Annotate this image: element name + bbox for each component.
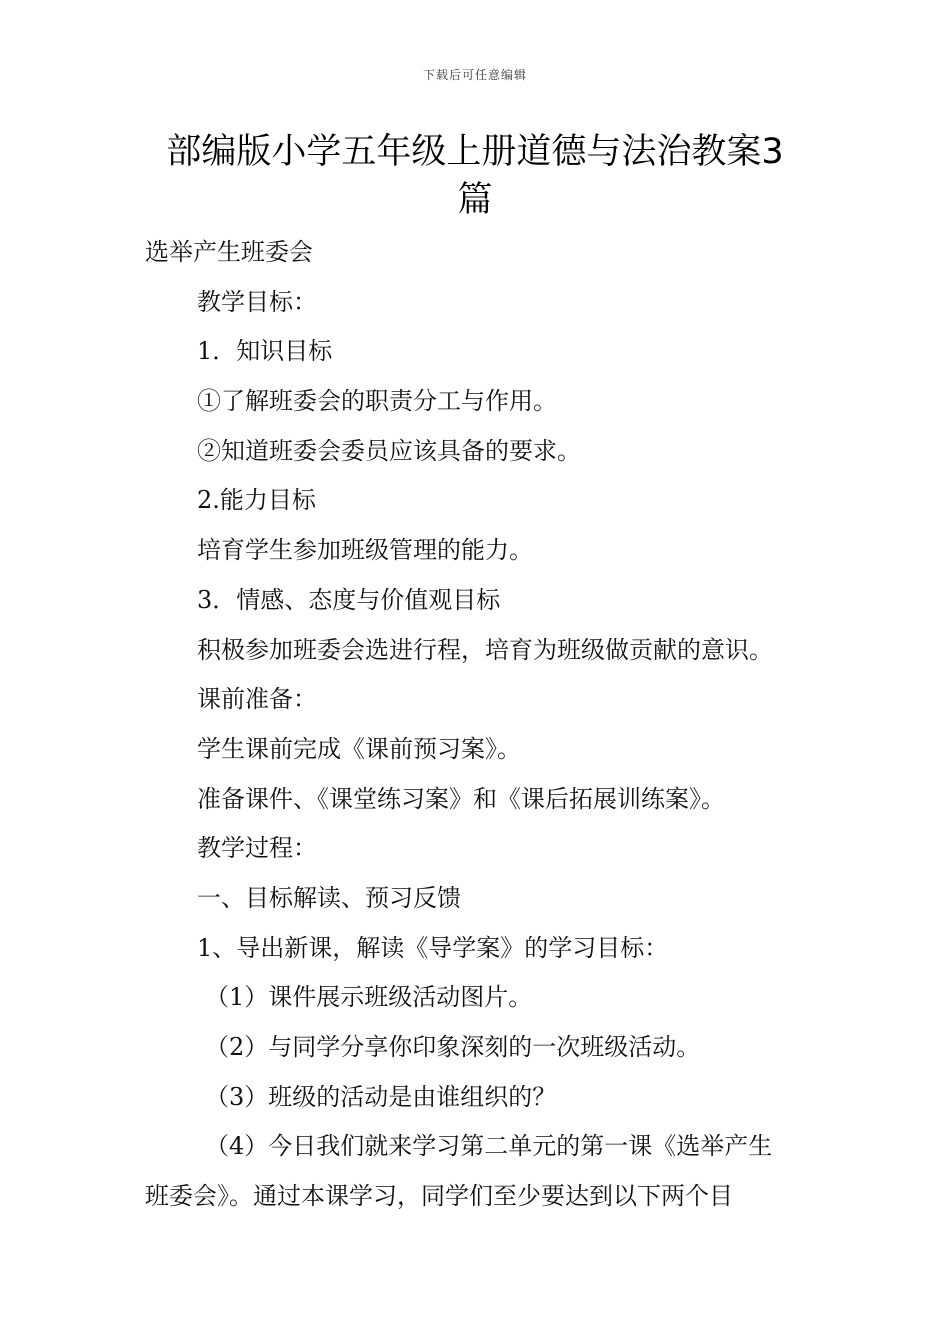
paragraph-line: 课前准备： <box>197 685 317 714</box>
paragraph-line: ①了解班委会的职责分工与作用。 <box>197 387 557 416</box>
document-body <box>145 228 815 1222</box>
document-title: 部编版小学五年级上册道德与法治教案3篇 <box>166 132 784 220</box>
paragraph-line: （3）班级的活动是由谁组织的？ <box>205 1082 557 1111</box>
paragraph-line: 教学过程： <box>197 834 317 863</box>
paragraph-line: 学生课前完成《课前预习案》。 <box>197 734 521 763</box>
paragraph-line: 1．知识目标 <box>197 337 333 366</box>
paragraph-line: 培育学生参加班级管理的能力。 <box>197 536 533 565</box>
paragraph-line: （1）课件展示班级活动图片。 <box>205 983 533 1012</box>
section-title: 选举产生班委会 <box>145 238 313 266</box>
paragraph-line: 2.能力目标 <box>197 486 316 515</box>
header-note: 下载后可任意编辑 <box>422 68 527 82</box>
paragraph-line: （2）与同学分享你印象深刻的一次班级活动。 <box>205 1033 701 1061</box>
paragraph-line: 班委会》。通过本课学习，同学们至少要达到以下两个目 <box>145 1182 733 1211</box>
paragraph-line: 3．情感、态度与价值观目标 <box>197 585 501 614</box>
paragraph-line: ②知道班委会委员应该具备的要求。 <box>197 436 581 465</box>
paragraph-line: 一、目标解读、预习反馈 <box>197 883 461 912</box>
paragraph-line: （4）今日我们就来学习第二单元的第一课《选举产生 <box>205 1132 773 1161</box>
paragraph-line: 教学目标： <box>197 287 317 316</box>
paragraph-line: 积极参加班委会选进行程，培育为班级做贡献的意识。 <box>197 635 773 664</box>
paragraph-line: 1、导出新课，解读《导学案》的学习目标： <box>197 933 669 962</box>
paragraph-line: 准备课件、《课堂练习案》和《课后拓展训练案》。 <box>197 784 725 813</box>
